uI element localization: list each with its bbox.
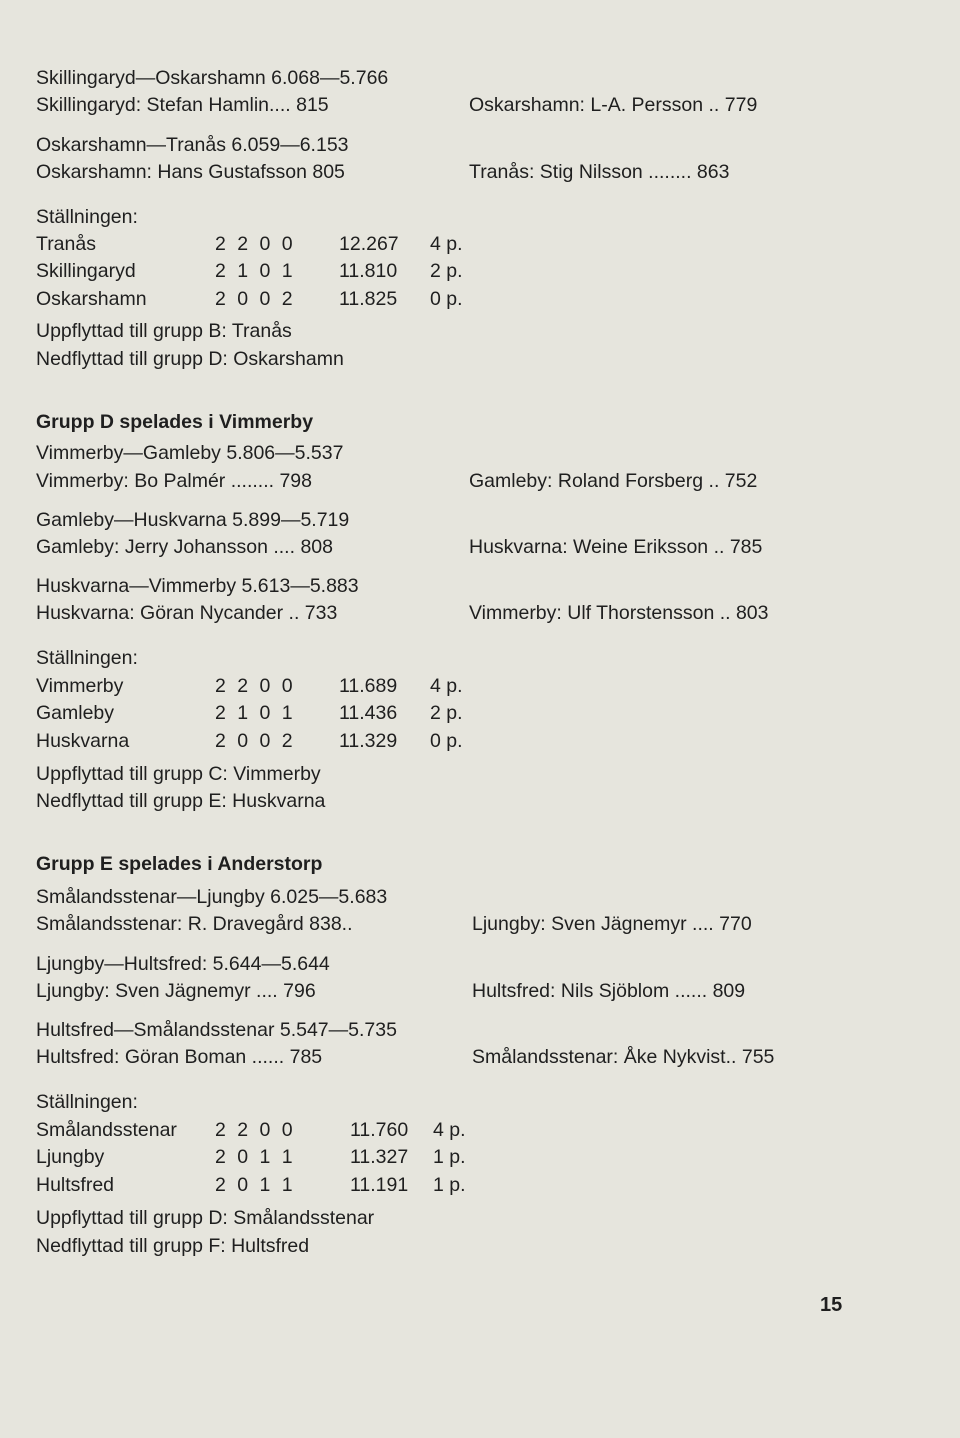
standings-record: 2 2 0 0 xyxy=(215,1119,293,1141)
player-result-left: Oskarshamn: Hans Gustafsson 805 xyxy=(36,161,345,183)
standings-label: Ställningen: xyxy=(36,206,138,228)
standings-points: 1 p. xyxy=(433,1146,466,1168)
player-result-left: Ljungby: Sven Jägnemyr .... 796 xyxy=(36,980,316,1002)
promotion-note: Uppflyttad till grupp B: Tranås xyxy=(36,320,292,342)
standings-points: 1 p. xyxy=(433,1174,466,1196)
standings-record: 2 0 0 2 xyxy=(215,288,293,310)
standings-record: 2 0 1 1 xyxy=(215,1174,293,1196)
relegation-note: Nedflyttad till grupp F: Hultsfred xyxy=(36,1235,310,1257)
match-title: Smålandsstenar—Ljungby 6.025—5.683 xyxy=(36,886,388,908)
player-result-right: Huskvarna: Weine Eriksson .. 785 xyxy=(469,536,763,558)
standings-score: 12.267 xyxy=(339,233,399,255)
standings-points: 4 p. xyxy=(430,675,463,697)
group-heading: Grupp D spelades i Vimmerby xyxy=(36,411,314,433)
standings-score: 11.825 xyxy=(339,288,398,310)
standings-points: 0 p. xyxy=(430,288,463,310)
match-title: Gamleby—Huskvarna 5.899—5.719 xyxy=(36,509,350,531)
standings-record: 2 2 0 0 xyxy=(215,233,293,255)
standings-record: 2 1 0 1 xyxy=(215,260,293,282)
standings-points: 4 p. xyxy=(433,1119,466,1141)
standings-team: Skillingaryd xyxy=(36,260,136,282)
standings-score: 11.760 xyxy=(350,1119,409,1141)
match-title: Oskarshamn—Tranås 6.059—6.153 xyxy=(36,134,349,156)
match-title: Skillingaryd—Oskarshamn 6.068—5.766 xyxy=(36,67,389,89)
standings-team: Huskvarna xyxy=(36,730,130,752)
player-result-right: Smålandsstenar: Åke Nykvist.. 755 xyxy=(472,1046,775,1068)
player-result-left: Smålandsstenar: R. Dravegård 838.. xyxy=(36,913,353,935)
standings-score: 11.810 xyxy=(339,260,398,282)
group-heading: Grupp E spelades i Anderstorp xyxy=(36,853,323,875)
player-result-right: Tranås: Stig Nilsson ........ 863 xyxy=(469,161,730,183)
standings-team: Hultsfred xyxy=(36,1174,115,1196)
player-result-right: Gamleby: Roland Forsberg .. 752 xyxy=(469,470,758,492)
standings-label: Ställningen: xyxy=(36,1091,138,1113)
match-title: Ljungby—Hultsfred: 5.644—5.644 xyxy=(36,953,330,975)
player-result-right: Vimmerby: Ulf Thorstensson .. 803 xyxy=(469,602,769,624)
standings-team: Gamleby xyxy=(36,702,115,724)
player-result-left: Vimmerby: Bo Palmér ........ 798 xyxy=(36,470,312,492)
standings-points: 0 p. xyxy=(430,730,463,752)
standings-score: 11.689 xyxy=(339,675,398,697)
player-result-right: Ljungby: Sven Jägnemyr .... 770 xyxy=(472,913,752,935)
player-result-left: Skillingaryd: Stefan Hamlin.... 815 xyxy=(36,94,329,116)
player-result-left: Huskvarna: Göran Nycander .. 733 xyxy=(36,602,338,624)
standings-points: 2 p. xyxy=(430,702,463,724)
player-result-left: Gamleby: Jerry Johansson .... 808 xyxy=(36,536,333,558)
promotion-note: Uppflyttad till grupp C: Vimmerby xyxy=(36,763,321,785)
standings-score: 11.329 xyxy=(339,730,398,752)
player-result-left: Hultsfred: Göran Boman ...... 785 xyxy=(36,1046,323,1068)
standings-team: Oskarshamn xyxy=(36,288,147,310)
standings-record: 2 0 0 2 xyxy=(215,730,293,752)
standings-team: Tranås xyxy=(36,233,96,255)
standings-team: Vimmerby xyxy=(36,675,124,697)
standings-record: 2 1 0 1 xyxy=(215,702,293,724)
match-title: Huskvarna—Vimmerby 5.613—5.883 xyxy=(36,575,359,597)
standings-record: 2 0 1 1 xyxy=(215,1146,293,1168)
match-title: Hultsfred—Smålandsstenar 5.547—5.735 xyxy=(36,1019,397,1041)
player-result-right: Oskarshamn: L-A. Persson .. 779 xyxy=(469,94,758,116)
standings-points: 4 p. xyxy=(430,233,463,255)
standings-score: 11.191 xyxy=(350,1174,409,1196)
standings-score: 11.436 xyxy=(339,702,398,724)
standings-team: Ljungby xyxy=(36,1146,105,1168)
page-number: 15 xyxy=(820,1294,843,1316)
match-title: Vimmerby—Gamleby 5.806—5.537 xyxy=(36,442,344,464)
standings-record: 2 2 0 0 xyxy=(215,675,293,697)
standings-team: Smålandsstenar xyxy=(36,1119,177,1141)
promotion-note: Uppflyttad till grupp D: Smålandsstenar xyxy=(36,1207,375,1229)
standings-label: Ställningen: xyxy=(36,647,138,669)
relegation-note: Nedflyttad till grupp E: Huskvarna xyxy=(36,790,326,812)
standings-points: 2 p. xyxy=(430,260,463,282)
standings-score: 11.327 xyxy=(350,1146,409,1168)
relegation-note: Nedflyttad till grupp D: Oskarshamn xyxy=(36,348,344,370)
player-result-right: Hultsfred: Nils Sjöblom ...... 809 xyxy=(472,980,746,1002)
